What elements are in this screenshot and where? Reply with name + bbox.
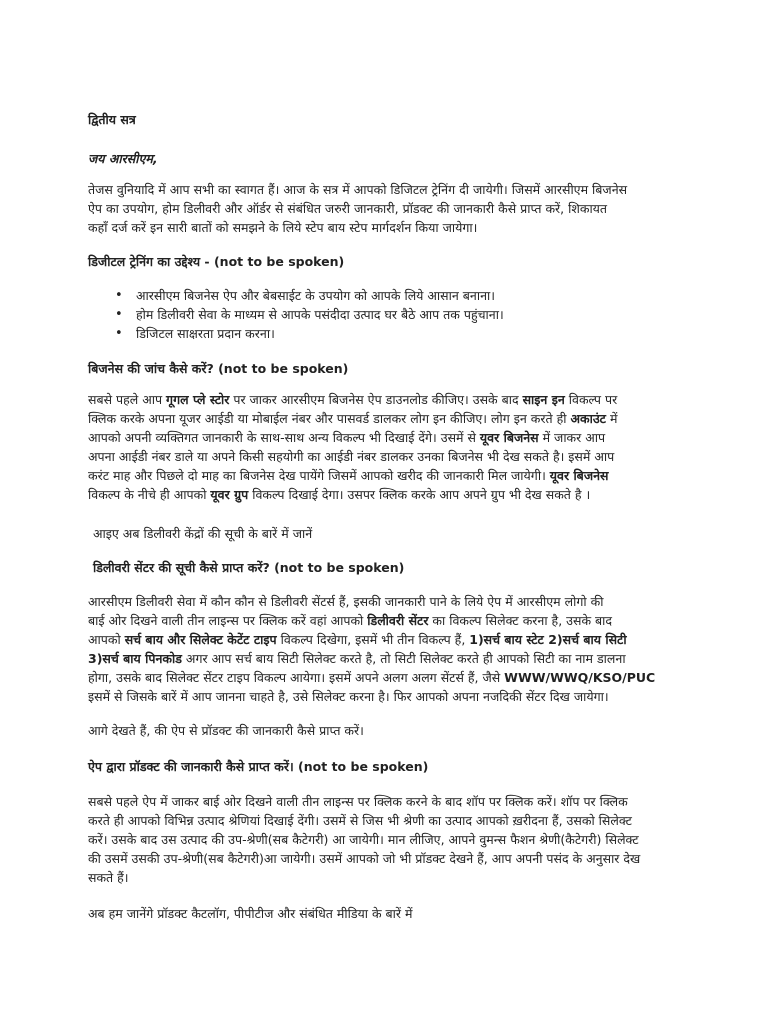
delivery-line: बाई ओर दिखने वाली तीन लाइन्स पर क्लिक करें वहां आपको डिलीवरी सेंटर का विकल्प सिलेक्ट करना है, उसके बाद — [88, 613, 613, 628]
product-line: सबसे पहले ऐप में जाकर बाई ओर दिखने वाली तीन लाइन्स पर क्लिक करने के बाद शॉप पर क्लिक करें। शॉप पर क्लिक — [88, 794, 628, 809]
product-heading: ऐप द्वारा प्रॉडक्ट की जानकारी कैसे प्राप्त करें। (not to be spoken) — [88, 759, 429, 774]
business-line: क्लिक करके अपना यूजर आईडी या मोबाईल नंबर और पासवर्ड डालकर लोग इन कीजिए। लोग इन करते ही अकाउंट में — [88, 411, 618, 426]
delivery-intro: आइए अब डिलीवरी केंद्रों की सूची के बारें में जानें — [93, 526, 313, 541]
product-line: करते ही आपको विभिन्न उत्पाद श्रेणियां दिखाई देंगी। उसमें से जिस भी श्रेणी का उत्पाद आपको ख़रीदना हैं, उसको सिलेक्ट — [88, 813, 632, 828]
business-paragraph — [88, 390, 688, 504]
business-heading: बिजनेस की जांच कैसे करें? (not to be spoken) — [88, 361, 349, 376]
business-line: अपना आईडी नंबर डाले या अपने किसी सहयोगी का आईडी नंबर डालकर उनका बिजनेस भी देख सकते है। इसमें आप — [88, 449, 615, 464]
objective-text: होम डिलीवरी सेवा के माध्यम से आपके पसंदीदा उत्पाद घर बैठे आप तक पहुंचाना। — [136, 307, 504, 322]
product-intro: आगे देखते हैं, की ऐप से प्रॉडक्ट की जानकारी कैसे प्राप्त करें। — [88, 723, 364, 738]
product-paragraph — [88, 792, 688, 887]
delivery-paragraph — [88, 592, 688, 706]
objective-list — [115, 286, 675, 343]
delivery-line: इसमें से जिसके बारें में आप जानना चाहते है, उसे सिलेक्ट करना है। फिर आपको अपना नजदिकी सेंटर दिख जायेगा। — [88, 689, 609, 704]
delivery-line: आपको सर्च बाय और सिलेक्ट केटेंट टाइप विकल्प दिखेगा, इसमें भी तीन विकल्प हैं, 1)सर्च बाय स्टेट 2)सर्च बाय सिटी — [88, 632, 627, 647]
objective-text: डिजिटल साक्षरता प्रदान करना। — [136, 326, 275, 341]
business-line: आपको अपनी व्यक्तिगत जानकारी के साथ-साथ अन्य विकल्प भी दिखाई देंगे। उसमें से यूवर बिजनेस में जाकर आप — [88, 430, 606, 445]
delivery-line: 3)सर्च बाय पिनकोड अगर आप सर्च बाय सिटी सिलेक्ट करते है, तो सिटी सिलेक्ट करते ही आपको सिटी का नाम डालना — [88, 651, 626, 666]
intro-line: तेजस वुनियादि में आप सभी का स्वागत हैं। आज के सत्र में आपको डिजिटल ट्रेनिंग दी जायेगी। जिसमें आरसीएम बिजनेस — [88, 182, 628, 197]
delivery-line: आरसीएम डिलीवरी सेवा में कौन कौन से डिलीवरी सेंटर्स हैं, इसकी जानकारी पाने के लिये ऐप में आरसीएम लोगो की — [88, 594, 604, 609]
bullet-icon: • — [115, 307, 123, 322]
intro-line: कहाँ दर्ज करें इन सारी बातों को समझने के लिये स्टेप बाय स्टेप मार्गदर्शन किया जायेगा। — [88, 220, 478, 235]
list-item — [115, 305, 675, 324]
intro-line: ऐप का उपयोग, होम डिलीवरी और ऑर्डर से संबंधित जरुरी जानकारी, प्रॉडक्ट की जानकारी कैसे प्राप्त करें, शिकायत — [88, 201, 608, 216]
business-line: विकल्प के नीचे ही आपको यूवर ग्रुप विकल्प दिखाई देगा। उसपर क्लिक करके आप अपने ग्रुप भी देख सकते है । — [88, 487, 591, 502]
intro-paragraph — [88, 180, 688, 237]
greeting: जय आरसीएम, — [88, 151, 158, 166]
delivery-heading: डिलीवरी सेंटर की सूची कैसे प्राप्त करें? (not to be spoken) — [93, 560, 405, 575]
objective-heading: डिजीटल ट्रेनिंग का उद्देश्य - (not to be spoken) — [88, 254, 345, 269]
bullet-icon: • — [115, 326, 123, 341]
business-line: सबसे पहले आप गूगल प्ले स्टोर पर जाकर आरसीएम बिजनेस ऐप डाउनलोड कीजिए। उसके बाद साइन इन विकल्प पर — [88, 392, 618, 407]
list-item — [115, 286, 675, 305]
closing-line: अब हम जानेंगे प्रॉडक्ट कैटलॉग, पीपीटीज और संबंधित मीडिया के बारें में — [88, 906, 413, 921]
delivery-line: होगा, उसके बाद सिलेक्ट सेंटर टाइप विकल्प आयेगा। इसमें अपने अलग अलग सेंटर्स हैं, जैसे WWW/WWQ/KSO/PUC — [88, 670, 656, 685]
product-line: की उसमें उसकी उप-श्रेणी(सब कैटेगरी)आ जायेगी। उसमें आपको जो भी प्रॉडक्ट देखने हैं, आप अपनी पसंद के अनुसार देख — [88, 851, 641, 866]
business-line: करंट माह और पिछले दो माह का बिजनेस देख पायेंगे जिसमें आपको खरीद की जानकारी मिल जायेगी। यूवर बिजनेस — [88, 468, 609, 483]
list-item — [115, 324, 675, 343]
product-line: करें। उसके बाद उस उत्पाद की उप-श्रेणी(सब कैटेगरी) आ जायेगी। मान लीजिए, आपने वुमन्स फैशन श्रेणी(कैटेगरी) सिलेक्ट — [88, 832, 639, 847]
bullet-icon: • — [115, 288, 123, 303]
objective-text: आरसीएम बिजनेस ऐप और बेबसाईट के उपयोग को आपके लिये आसान बनाना। — [136, 288, 495, 303]
product-line: सकते हैं। — [88, 870, 129, 885]
session-title: द्वितीय सत्र — [88, 112, 136, 127]
